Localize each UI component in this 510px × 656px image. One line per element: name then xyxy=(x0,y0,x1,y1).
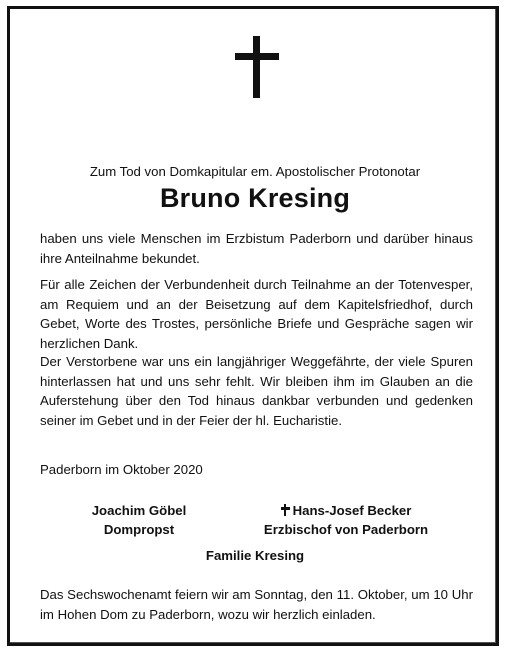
signatory-title: Dompropst xyxy=(103,521,175,537)
small-cross-icon xyxy=(281,504,290,516)
signatory-provost xyxy=(64,502,214,539)
deceased-name: Bruno Kresing xyxy=(159,183,351,213)
intro-line: Zum Tod von Domkapitular em. Apostolischer Protonotar xyxy=(89,164,421,179)
signatory-archbishop xyxy=(228,502,464,539)
signatory-title: Erzbischof von Paderborn xyxy=(263,521,429,537)
signatory-name: Joachim Göbel xyxy=(91,503,187,518)
signatory-name: Hans-Josef Becker xyxy=(292,503,412,518)
paragraph-invitation: Das Sechswochenamt feiern wir am Sonntag, den 11. Oktober, um 10 Uhr im Hohen Dom zu Paderborn, wozu wir herzlich einladen. xyxy=(40,587,473,622)
family-signature: Familie Kresing xyxy=(205,548,305,563)
paragraph-thanks: Für alle Zeichen der Verbundenheit durch Teilnahme an der Totenvesper, am Requiem und an der Beisetzung auf dem Kapitelsfriedhof, durch Gebet, Worte des Trostes, persönliche Briefe und Gespräche sagen wir herzlichen Dank. xyxy=(40,277,473,351)
paragraph-remembrance: Der Verstorbene war uns ein langjähriger Weggefährte, der viele Spuren hinterlassen hat und uns sehr fehlt. Wir bleiben ihm im Glauben an die Auferstehung über den Tod hinaus dankbar verbunden und gedenken seiner im Gebet und in der Feier der hl. Eucharistie. xyxy=(40,354,473,428)
paragraph-sympathy: haben uns viele Menschen im Erzbistum Paderborn und darüber hinaus ihre Anteilnahme bekundet. xyxy=(40,231,473,266)
latin-cross-icon xyxy=(235,36,279,98)
place-date: Paderborn im Oktober 2020 xyxy=(40,462,203,477)
